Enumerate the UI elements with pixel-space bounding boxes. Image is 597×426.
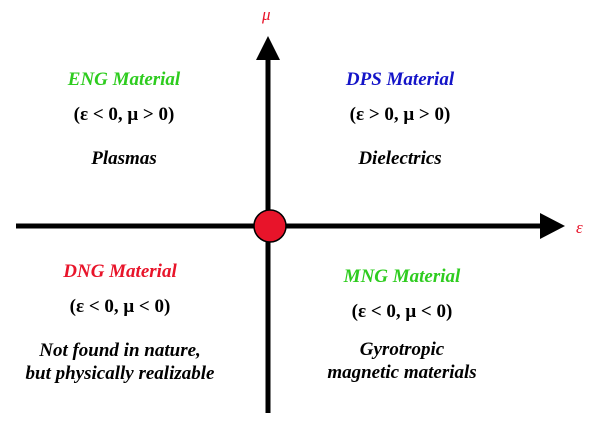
eng-description-line: Plasmas <box>91 147 157 169</box>
dps-description <box>290 148 510 171</box>
quadrant-dng <box>10 262 230 385</box>
quadrant-dps <box>290 70 510 171</box>
mng-description <box>292 339 512 385</box>
dng-condition: (ε < 0, μ < 0) <box>69 295 171 317</box>
origin-dot <box>254 210 286 242</box>
dps-condition: (ε > 0, μ > 0) <box>349 103 451 125</box>
mng-condition: (ε < 0, μ < 0) <box>351 300 453 322</box>
eng-description <box>14 148 234 171</box>
dps-description-line: Dielectrics <box>358 147 442 169</box>
y-axis-label: μ <box>262 5 271 24</box>
dng-description-line-1: Not found in nature, <box>39 339 201 361</box>
dps-title: DPS Material <box>345 69 455 90</box>
x-axis-label: ε <box>576 218 583 237</box>
mng-title: MNG Material <box>343 266 461 287</box>
dng-description <box>10 340 230 386</box>
quadrant-mng <box>292 267 512 384</box>
eng-title: ENG Material <box>67 69 181 90</box>
quadrant-eng <box>14 70 234 171</box>
dng-description-line-2: but physically realizable <box>25 362 215 384</box>
eng-condition: (ε < 0, μ > 0) <box>73 103 175 125</box>
y-axis-arrowhead <box>256 36 280 60</box>
dng-title: DNG Material <box>63 261 177 282</box>
x-axis-arrowhead <box>540 213 565 239</box>
mng-description-line-1: Gyrotropic <box>359 338 445 360</box>
mng-description-line-2: magnetic materials <box>327 361 477 383</box>
